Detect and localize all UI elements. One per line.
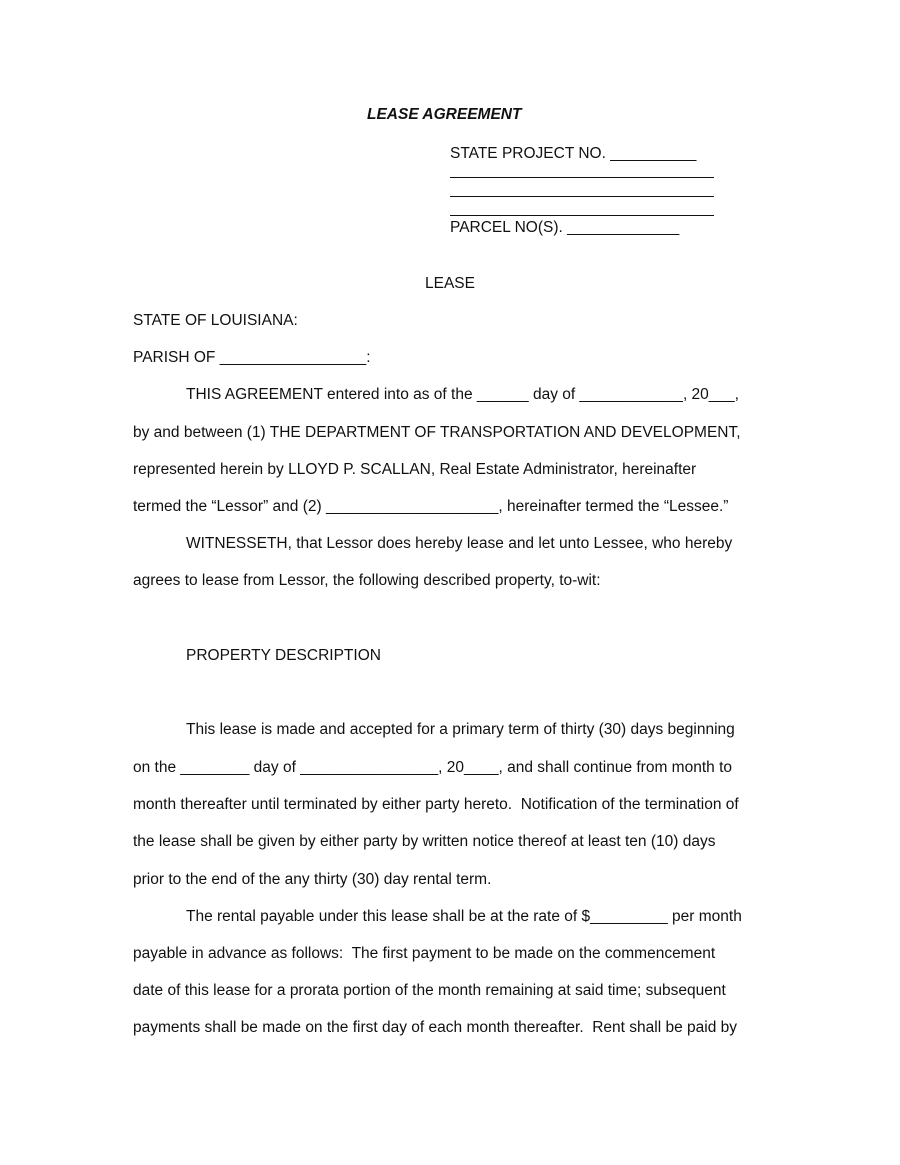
term-line-1: This lease is made and accepted for a primary term of thirty (30) days beginning [186,721,735,738]
document-title: LEASE AGREEMENT [367,106,522,123]
header-rule-3 [450,215,714,216]
parish-blank: _________________ [219,349,367,366]
header-rule-1 [450,177,714,178]
property-description-heading: PROPERTY DESCRIPTION [186,647,381,664]
parcel-label: PARCEL NO(S). [450,219,563,236]
rental-line-2: payable in advance as follows: The first payment to be made on the commencement [133,945,716,962]
agreement-line-2: by and between (1) THE DEPARTMENT OF TRANSPORTATION AND DEVELOPMENT, [133,424,741,441]
agreement-line-3: represented herein by LLOYD P. SCALLAN, Real Estate Administrator, hereinafter [133,461,697,478]
state-project-blank: __________ [610,145,697,162]
state-project-line [450,145,696,163]
term-line-4: the lease shall be given by either party by written notice thereof at least ten (10) days [133,833,716,850]
agreement-line-4: termed the “Lessor” and (2) ____________________, hereinafter termed the “Lessee.” [133,498,729,515]
rental-line-3: date of this lease for a prorata portion of the month remaining at said time; subsequent [133,982,726,999]
witness-line-2: agrees to lease from Lessor, the following described property, to-wit: [133,572,601,589]
parcel-blank: _____________ [567,219,680,236]
rental-line-1: The rental payable under this lease shall be at the rate of $_________ per month [186,908,742,925]
parish-line: PARISH OF _________________: [133,349,371,366]
lease-heading: LEASE [425,275,475,292]
witness-line-1: WITNESSETH, that Lessor does hereby lease and let unto Lessee, who hereby [186,535,733,552]
agreement-line-1: THIS AGREEMENT entered into as of the ______ day of ____________, 20___, [186,386,739,403]
state-project-label: STATE PROJECT NO. [450,145,606,162]
term-line-2: on the ________ day of ________________, 20____, and shall continue from month to [133,759,732,776]
state-line: STATE OF LOUISIANA: [133,312,298,329]
parcel-line [450,219,679,237]
header-rule-2 [450,196,714,197]
term-line-3: month thereafter until terminated by either party hereto. Notification of the termination of [133,796,739,813]
term-line-5: prior to the end of the any thirty (30) day rental term. [133,871,492,888]
rental-line-4: payments shall be made on the first day of each month thereafter. Rent shall be paid by [133,1019,737,1036]
